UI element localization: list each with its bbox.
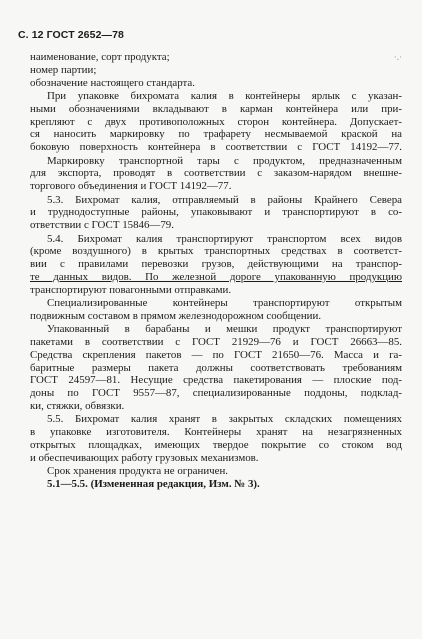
text-line: боковую поверхность контейнера в соответствии с ГОСТ 14192—77. [30,141,402,153]
text-line: 5.4. Бихромат калия транспортируют транспортом всех видов [47,232,402,245]
page-header: С. 12 ГОСТ 2652—78 [18,29,124,41]
text-line: номер партии; [30,63,97,76]
text-line: те данных видов. По железной дороге упакованную продукцию [30,270,402,283]
text-line: крепляют с двух противоположных сторон контейнера. Допускает- [30,115,402,128]
text-line: Срок хранения продукта не ограничен. [47,465,229,477]
text-line: доны по ГОСТ 9557—87, специализированные поддоны, подклад- [30,387,402,399]
text-line: Упакованный в барабаны и мешки продукт транспортируют [47,323,402,336]
text-line: ки, стяжки, обвязки. [30,399,125,412]
text-line: Специализированные контейнеры транспортируют открытым [47,297,402,309]
text-line: и обеспечивающих работу грузовых механизмов. [30,451,259,464]
text-line: подвижным составом в прямом железнодорожном сообщении. [30,309,322,322]
text-line: 5.5. Бихромат калия хранят в закрытых складских помещениях [47,413,402,426]
text-line: обозначение настоящего стандарта. [30,76,195,89]
text-line: 5.3. Бихромат калия, отправляемый в районы Крайнего Севера [47,193,402,206]
text-line: пакетами в соответствии с ГОСТ 21929—76 и ГОСТ 26663—85. [30,336,402,348]
text-line: открытых площадках, имеющих твердое покрытие со стоком вод [30,438,402,451]
text-line: (кроме воздушного) в крытых транспортных средствах в соответст- [30,245,402,258]
corner-mark: ·.· [393,52,402,62]
text-line: вии с правилами перевозки грузов, действующими на транспор- [30,258,402,270]
text-line: и труднодоступные районы, упаковывают и транспортируют в со- [30,206,402,219]
text-line: ГОСТ 24597—81. Несущие средства пакетирования — плоские под- [30,374,402,387]
text-line: наименование, сорт продукта; [30,51,170,63]
text-line: в упаковке изготовителя. Контейнеры хранят на незагрязненных [30,426,402,438]
text-line: 5.1—5.5. (Измененная редакция, Изм. № 3). [47,477,260,490]
text-line: ответствии с ГОСТ 15846—79. [30,219,174,231]
text-line: Маркировку транспортной тары с продуктом, предназначенным [47,154,402,167]
text-line: ными обозначениями вкладывают в карман контейнера или при- [30,102,402,115]
text-line: Средства скрепления пакетов — по ГОСТ 21650—76. Масса и га- [30,348,402,361]
text-line: транспортируют повагонными отправками. [30,283,232,296]
text-line: баритные размеры пакета должны соответствовать требованиям [30,361,402,374]
text-line: При упаковке бихромата калия в контейнеры ярлык с указан- [47,90,402,102]
body-text [30,51,402,491]
text-line: ся наносить маркировку по трафарету несмываемой краской на [30,128,402,141]
text-line: торгового объединения и ГОСТ 14192—77. [30,180,232,192]
text-line: для экспорта, проводят в соответствии с заказом-нарядом внешне- [30,167,402,180]
